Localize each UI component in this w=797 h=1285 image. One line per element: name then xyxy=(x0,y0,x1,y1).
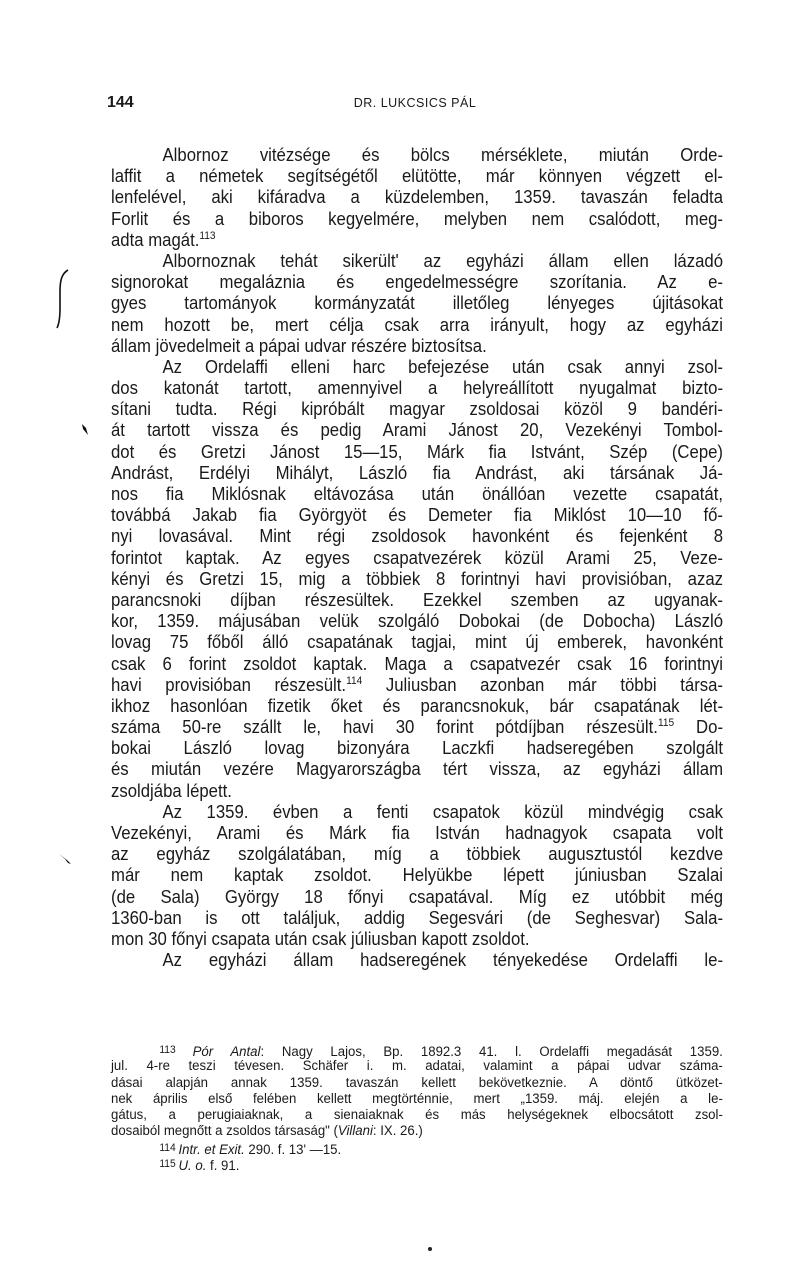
line-text: sítani tudta. Régi kipróbált magyar zsoldosai közöl 9 bandéri- xyxy=(111,399,724,420)
footnote-italic: Intr. et Exit. xyxy=(178,1141,245,1158)
text-line xyxy=(111,272,723,293)
text-line xyxy=(111,865,723,886)
line-text: parancsnoki díjban részesültek. Ezekkel szemben az ugyanak- xyxy=(111,589,724,610)
dot-mark-icon xyxy=(428,1247,432,1251)
text-line xyxy=(111,399,723,420)
running-head: DR. LUKCSICS PÁL xyxy=(353,96,477,110)
text-line xyxy=(111,209,723,230)
text-line xyxy=(111,781,723,802)
line-text-continued: Do- xyxy=(674,717,724,738)
line-text: állam jövedelmeit a pápai udvar részére biztosítsa. xyxy=(111,335,487,356)
text-line xyxy=(111,717,723,738)
footnote-line xyxy=(111,1075,723,1091)
text-line xyxy=(111,569,723,590)
text-line xyxy=(111,548,723,569)
text-line xyxy=(111,759,723,780)
footnote-text: : IX. 26.) xyxy=(372,1123,423,1140)
line-text: lovag 75 főből álló csapatának tagjai, mint új emberek, havonként xyxy=(111,632,724,653)
line-text: laffit a németek segítségétől elütötte, már könnyen végzett el- xyxy=(111,166,724,187)
text-line xyxy=(111,420,723,441)
footnote-italic: U. o. xyxy=(178,1158,207,1175)
line-text: Az Ordelaffi elleni harc befejezése után csak annyi zsol- xyxy=(162,356,724,377)
page-number: 144 xyxy=(107,94,134,111)
footnote-text: dosaiból megnőtt a zsoldos társaság" ( xyxy=(111,1123,338,1140)
text-line xyxy=(111,505,723,526)
line-text: dos katonát tartott, amennyivel a helyreállított nyugalmat bizto- xyxy=(111,378,724,399)
text-line xyxy=(111,802,723,823)
line-text: havi provisióban részesült. xyxy=(111,674,347,695)
text-line xyxy=(111,484,723,505)
text-line xyxy=(111,526,723,547)
text-line xyxy=(111,293,723,314)
line-text: Vezekényi, Arami és Márk fia István hadnagyok csapata volt xyxy=(111,823,724,843)
line-text: dot és Gretzi Jánost 15—15, Márk fia Istvánt, Szép (Cepe) xyxy=(111,441,724,462)
line-text: nem hozott be, mert célja csak arra irányult, hogy az egyházi xyxy=(111,314,724,335)
footnote-text: gátus, a perugiaiaknak, a sienaiaknak és más helységeknek elbocsátott zsol- xyxy=(111,1107,723,1124)
text-line xyxy=(111,738,723,759)
footnote-italic: Villani xyxy=(337,1123,373,1140)
line-text-continued: Juliusban azonban már többi társa- xyxy=(362,674,724,695)
text-line xyxy=(111,611,723,632)
footnote-text: nek április első felében kellett megtörténnie, mert „1359. máj. elején a le- xyxy=(111,1090,723,1107)
line-text: továbbá Jakab fia Györgyöt és Demeter fia Miklóst 10—10 fő- xyxy=(111,505,724,526)
footnote-number: 115 xyxy=(159,1158,179,1171)
line-text: Andrást, Erdélyi Mihályt, László fia Andrást, aki társának Já- xyxy=(111,462,724,483)
footnote-text: jul. 4-re teszi tévesen. Schäfer i. m. adatai, valamint a pápai udvar száma- xyxy=(111,1058,723,1075)
line-text: kényi és Gretzi 15, mig a többiek 8 forintnyi havi provisióban, azaz xyxy=(111,568,724,589)
footnote-text: f. 91. xyxy=(206,1158,240,1175)
line-text: forintot kaptak. Az egyes csapatvezérek közül Arami 25, Veze- xyxy=(111,547,724,568)
text-line xyxy=(111,908,723,929)
text-line xyxy=(111,145,723,166)
text-line xyxy=(111,929,723,950)
footnotes xyxy=(111,1042,723,1175)
text-line xyxy=(111,230,723,251)
line-text: 1360-ban is ott találjuk, addig Segesvári (de Seghesvar) Sala- xyxy=(111,907,724,928)
footnote-text: : Nagy Lajos, Bp. 1892.3 41. l. Ordelaffi megadását 1359. xyxy=(260,1044,723,1060)
line-text: csak 6 forint zsoldot kaptak. Maga a csapatvezér csak 16 forintnyi xyxy=(111,653,724,674)
line-text: nos fia Miklósnak eltávozása után önállóan vezette csapatát, xyxy=(111,484,724,504)
line-text: gyes tartományok kormányzatát illetőleg lényeges újitásokat xyxy=(111,293,724,314)
text-line xyxy=(111,696,723,717)
line-text: zsoldjába lépett. xyxy=(111,780,232,801)
brace-mark-icon xyxy=(56,268,70,330)
text-line xyxy=(111,675,723,696)
tick-mark-icon xyxy=(80,423,90,437)
text-line xyxy=(111,632,723,653)
line-text: az egyház szolgálatában, míg a többiek augusztustól kezdve xyxy=(111,844,724,865)
line-text: Forlit és a biboros kegyelmére, melyben nem csalódott, meg- xyxy=(111,208,724,229)
line-text: és miután vezére Magyarországba tért vissza, az egyházi állam xyxy=(111,759,724,780)
footnote-line xyxy=(111,1156,723,1175)
line-text: már nem kaptak zsoldot. Helyükbe lépett júniusban Szalai xyxy=(111,865,724,886)
body-text xyxy=(111,145,723,971)
text-line xyxy=(111,887,723,908)
text-line xyxy=(111,442,723,463)
line-text: át tartott vissza és pedig Arami Jánost 20, Vezekényi Tombol- xyxy=(111,420,724,441)
footnote-line xyxy=(111,1058,723,1074)
line-text: lenfelével, aki kifáradva a küzdelemben, 1359. tavaszán feladta xyxy=(111,187,724,208)
line-text: adta magát. xyxy=(111,229,200,250)
tick-mark-icon xyxy=(58,853,72,865)
footnote-ref: 114 xyxy=(346,674,363,687)
text-line xyxy=(111,823,723,844)
line-text: (de Sala) György 18 főnyi csapatával. Míg ez utóbbit még xyxy=(111,886,724,907)
line-text: Albornoznak tehát sikerült' az egyházi állam ellen lázadó xyxy=(162,250,724,271)
footnote-ref: 115 xyxy=(657,717,675,729)
footnote-text: 290. f. 13' —15. xyxy=(244,1141,342,1158)
text-line xyxy=(111,336,723,357)
text-line xyxy=(111,590,723,611)
footnote-line xyxy=(111,1042,723,1058)
text-line xyxy=(111,654,723,675)
line-text: kor, 1359. májusában velük szolgáló Dobokai (de Dobocha) László xyxy=(111,611,724,632)
text-line xyxy=(111,187,723,208)
text-line xyxy=(111,463,723,484)
line-text: Albornoz vitézsége és bölcs mérséklete, miután Orde- xyxy=(162,145,724,165)
footnote-text: dásai alapján annak 1359. tavaszán kellett bekövetkeznie. A döntő ütközet- xyxy=(111,1074,723,1091)
footnote-line xyxy=(111,1123,723,1139)
line-text: bokai László lovag bizonyára Laczkfi hadseregében szolgált xyxy=(111,738,724,759)
text-line xyxy=(111,251,723,272)
footnote-number: 113 xyxy=(159,1044,193,1056)
footnote-line xyxy=(111,1091,723,1107)
footnote-number: 114 xyxy=(159,1141,179,1154)
line-text: száma 50-re szállt le, havi 30 forint pótdíjban részesült. xyxy=(111,717,658,738)
line-text: signorokat megaláznia és engedelmességre szorítania. Az e- xyxy=(111,272,724,293)
line-text: ikhoz hasonlóan fizetik őket és parancsnokuk, bár csapatának lét- xyxy=(111,695,724,716)
text-line xyxy=(111,315,723,336)
text-line xyxy=(111,357,723,378)
text-line xyxy=(111,844,723,865)
text-line xyxy=(111,166,723,187)
line-text: Az 1359. évben a fenti csapatok közül mindvégig csak xyxy=(162,801,724,822)
footnote-line xyxy=(111,1107,723,1123)
page-header xyxy=(107,94,723,114)
text-line xyxy=(111,950,723,971)
footnote-ref: 113 xyxy=(199,229,216,242)
line-text: nyi lovasával. Mint régi zsoldosok havonként és fejenként 8 xyxy=(111,526,724,547)
line-text: Az egyházi állam hadseregének tényekedése Ordelaffi le- xyxy=(162,950,724,971)
text-line xyxy=(111,378,723,399)
footnote-line xyxy=(111,1140,723,1156)
footnote-italic: Pór Antal xyxy=(192,1044,261,1060)
line-text: mon 30 főnyi csapata után csak júliusban kapott zsoldot. xyxy=(111,928,530,949)
